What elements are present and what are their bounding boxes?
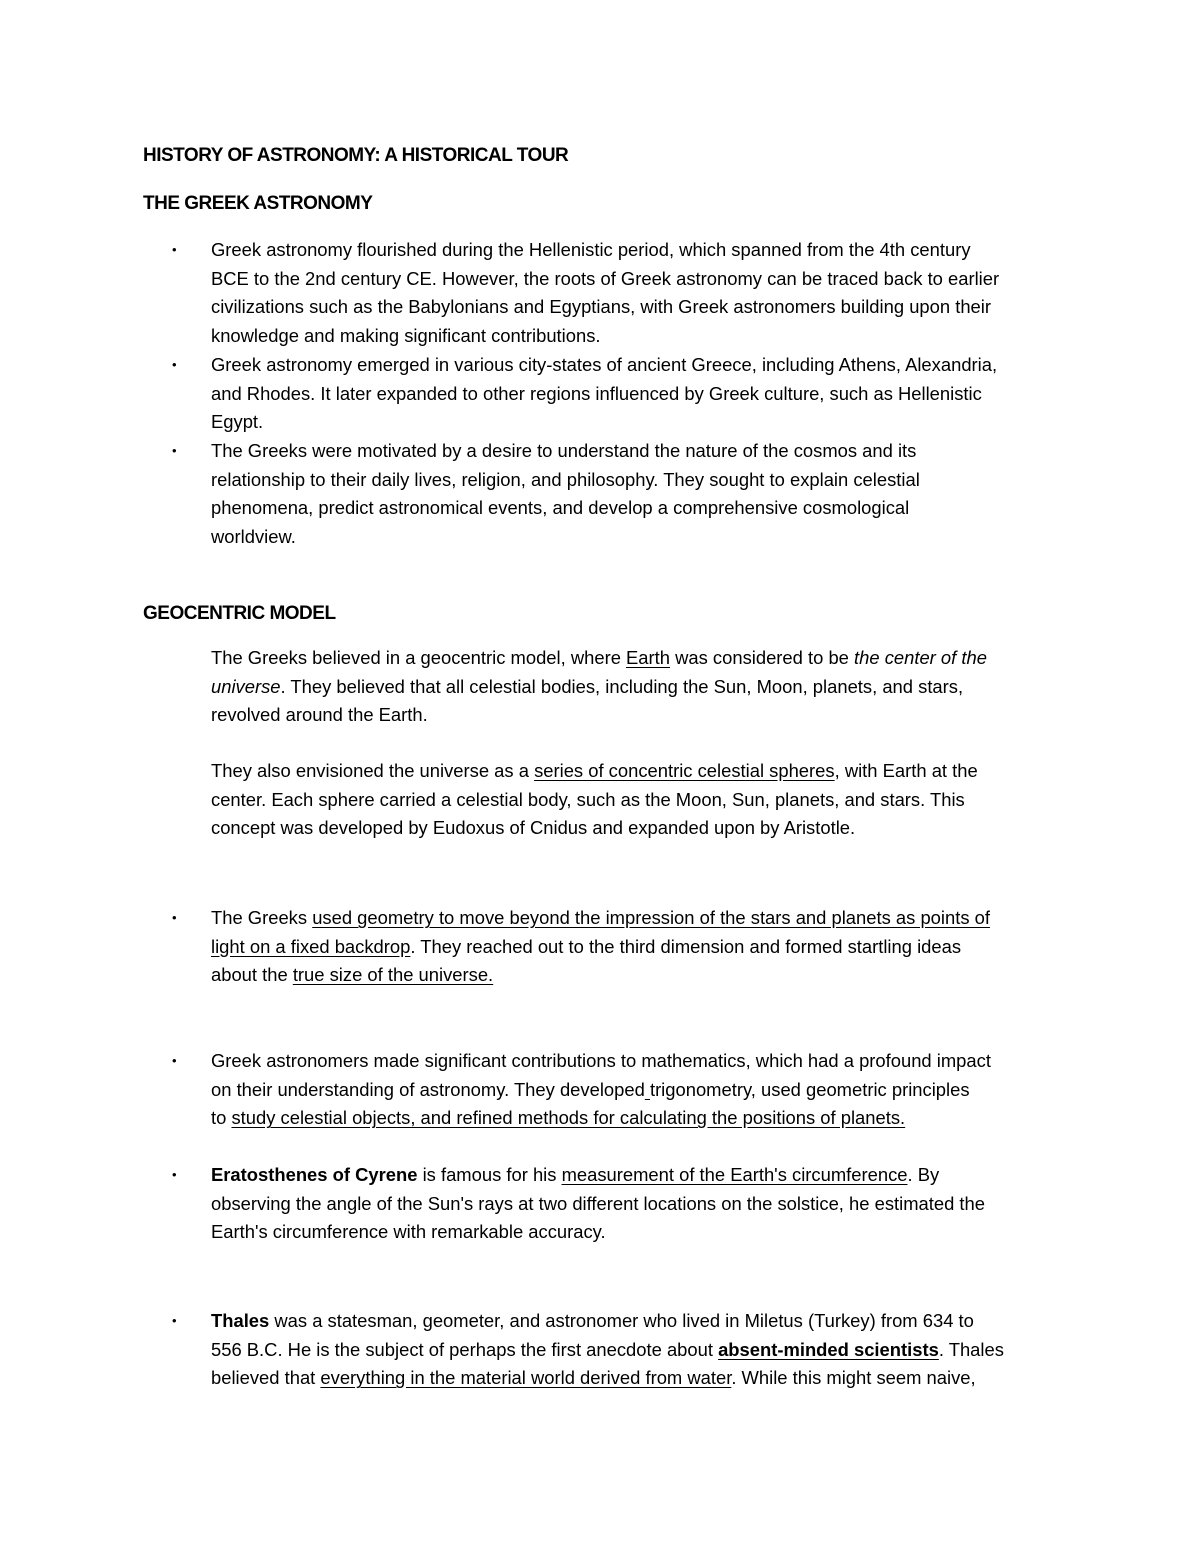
text-run: . Thales — [938, 1338, 1004, 1360]
bullet-paragraph-1 — [211, 236, 1071, 350]
italic-text: universe — [211, 675, 281, 697]
text-line: and Rhodes. It later expanded to other regions influenced by Greek culture, such as Hellenistic — [211, 382, 982, 404]
text-line — [211, 1076, 1071, 1105]
text-run: trigonometry, used geometric principles — [649, 1078, 970, 1100]
text-run: is famous for his — [417, 1164, 562, 1185]
text-run: . They reached out to the third dimension and formed startling ideas — [410, 935, 962, 957]
bullet-icon: • — [172, 443, 177, 458]
geocentric-paragraph-2 — [211, 757, 1071, 843]
bullet-icon: • — [172, 1313, 177, 1328]
underlined-text: used geometry to move beyond the impression of the stars and planets as points of — [312, 907, 990, 928]
text-run: about the — [211, 964, 293, 986]
bullet-paragraph-eratosthenes — [211, 1161, 1071, 1247]
text-line — [211, 933, 1071, 962]
text-line: worldview. — [211, 525, 296, 547]
bullet-paragraph-mathematics — [211, 1047, 1071, 1133]
text-run: was a statesman, geometer, and astronomer who lived in Miletus (Turkey) from 634 to — [269, 1310, 974, 1331]
text-line — [211, 1336, 1071, 1365]
geocentric-paragraph-1 — [211, 644, 1071, 730]
text-run: . They believed that all celestial bodies, including the Sun, Moon, planets, and stars, — [280, 675, 964, 697]
text-run: to — [211, 1107, 232, 1129]
text-line — [211, 904, 1071, 933]
text-run: . By — [907, 1164, 940, 1185]
text-run: . While this might seem naive, — [731, 1367, 976, 1389]
bullet-icon: • — [172, 1167, 177, 1182]
section-heading-greek-astronomy: THE GREEK ASTRONOMY — [143, 193, 373, 214]
text-line — [211, 757, 1071, 786]
section-heading-geocentric-model: GEOCENTRIC MODEL — [143, 603, 336, 624]
text-line — [211, 644, 1071, 673]
bullet-paragraph-2 — [211, 351, 1071, 437]
text-line: Greek astronomers made significant contributions to mathematics, which had a profound impact — [211, 1050, 991, 1071]
text-run: was considered to be — [670, 647, 855, 668]
underlined-text: study celestial objects, and refined methods for calculating the positions of planets. — [231, 1107, 906, 1129]
text-line — [211, 1161, 1071, 1190]
text-line — [211, 961, 1071, 990]
text-run: They also envisioned the universe as a — [211, 760, 535, 781]
bullet-icon: • — [172, 1053, 177, 1068]
text-line — [211, 1104, 1071, 1133]
text-run: , with Earth at the — [834, 760, 978, 781]
text-line: knowledge and making significant contributions. — [211, 324, 601, 346]
text-line: The Greeks were motivated by a desire to understand the nature of the cosmos and its — [211, 440, 917, 461]
bold-text: Thales — [211, 1310, 270, 1331]
text-line: revolved around the Earth. — [211, 704, 428, 726]
text-line: Earth's circumference with remarkable accuracy. — [211, 1221, 606, 1243]
text-line: Greek astronomy emerged in various city-states of ancient Greece, including Athens, Alexandria, — [211, 354, 998, 375]
italic-text: the center of the — [854, 647, 987, 668]
bold-text: Eratosthenes of Cyrene — [211, 1164, 418, 1185]
text-line — [211, 1307, 1071, 1336]
text-line: relationship to their daily lives, religion, and philosophy. They sought to explain celestial — [211, 468, 920, 490]
text-run: 556 B.C. He is the subject of perhaps the first anecdote about — [211, 1338, 719, 1360]
bullet-paragraph-geometry — [211, 904, 1071, 990]
text-run: The Greeks believed in a geocentric model, where — [211, 647, 627, 668]
underlined-text: true size of the universe. — [292, 964, 494, 986]
text-line: civilizations such as the Babylonians and Egyptians, with Greek astronomers building upon their — [211, 296, 991, 318]
text-run: believed that — [211, 1367, 321, 1389]
bullet-paragraph-3 — [211, 437, 1071, 551]
bullet-icon: • — [172, 357, 177, 372]
text-line: Egypt. — [211, 411, 264, 433]
text-line: phenomena, predict astronomical events, and develop a comprehensive cosmological — [211, 497, 910, 519]
bullet-icon: • — [172, 910, 177, 925]
text-line: observing the angle of the Sun's rays at two different locations on the solstice, he estimated the — [211, 1192, 985, 1214]
underlined-text: light on a fixed backdrop — [211, 935, 411, 957]
bullet-icon: • — [172, 242, 177, 257]
underlined-text: series of concentric celestial spheres — [534, 760, 835, 781]
underlined-text: measurement of the Earth's circumference — [561, 1164, 908, 1185]
text-line — [211, 1364, 1071, 1393]
underlined-text: Earth — [626, 647, 670, 668]
underlined-text: everything in the material world derived from water — [320, 1367, 732, 1389]
text-run: on their understanding of astronomy. They developed — [211, 1078, 645, 1100]
text-line: BCE to the 2nd century CE. However, the roots of Greek astronomy can be traced back to earlier — [211, 267, 1000, 289]
underlined-bold-text: absent-minded scientists — [718, 1338, 939, 1360]
text-run: The Greeks — [211, 907, 313, 928]
text-line — [211, 673, 1071, 702]
bullet-paragraph-thales — [211, 1307, 1071, 1393]
text-line: concept was developed by Eudoxus of Cnidus and expanded upon by Aristotle. — [211, 817, 856, 839]
text-line: Greek astronomy flourished during the Hellenistic period, which spanned from the 4th century — [211, 239, 971, 260]
text-line: center. Each sphere carried a celestial body, such as the Moon, Sun, planets, and stars. This — [211, 788, 965, 810]
document-title: HISTORY OF ASTRONOMY: A HISTORICAL TOUR — [143, 145, 569, 166]
